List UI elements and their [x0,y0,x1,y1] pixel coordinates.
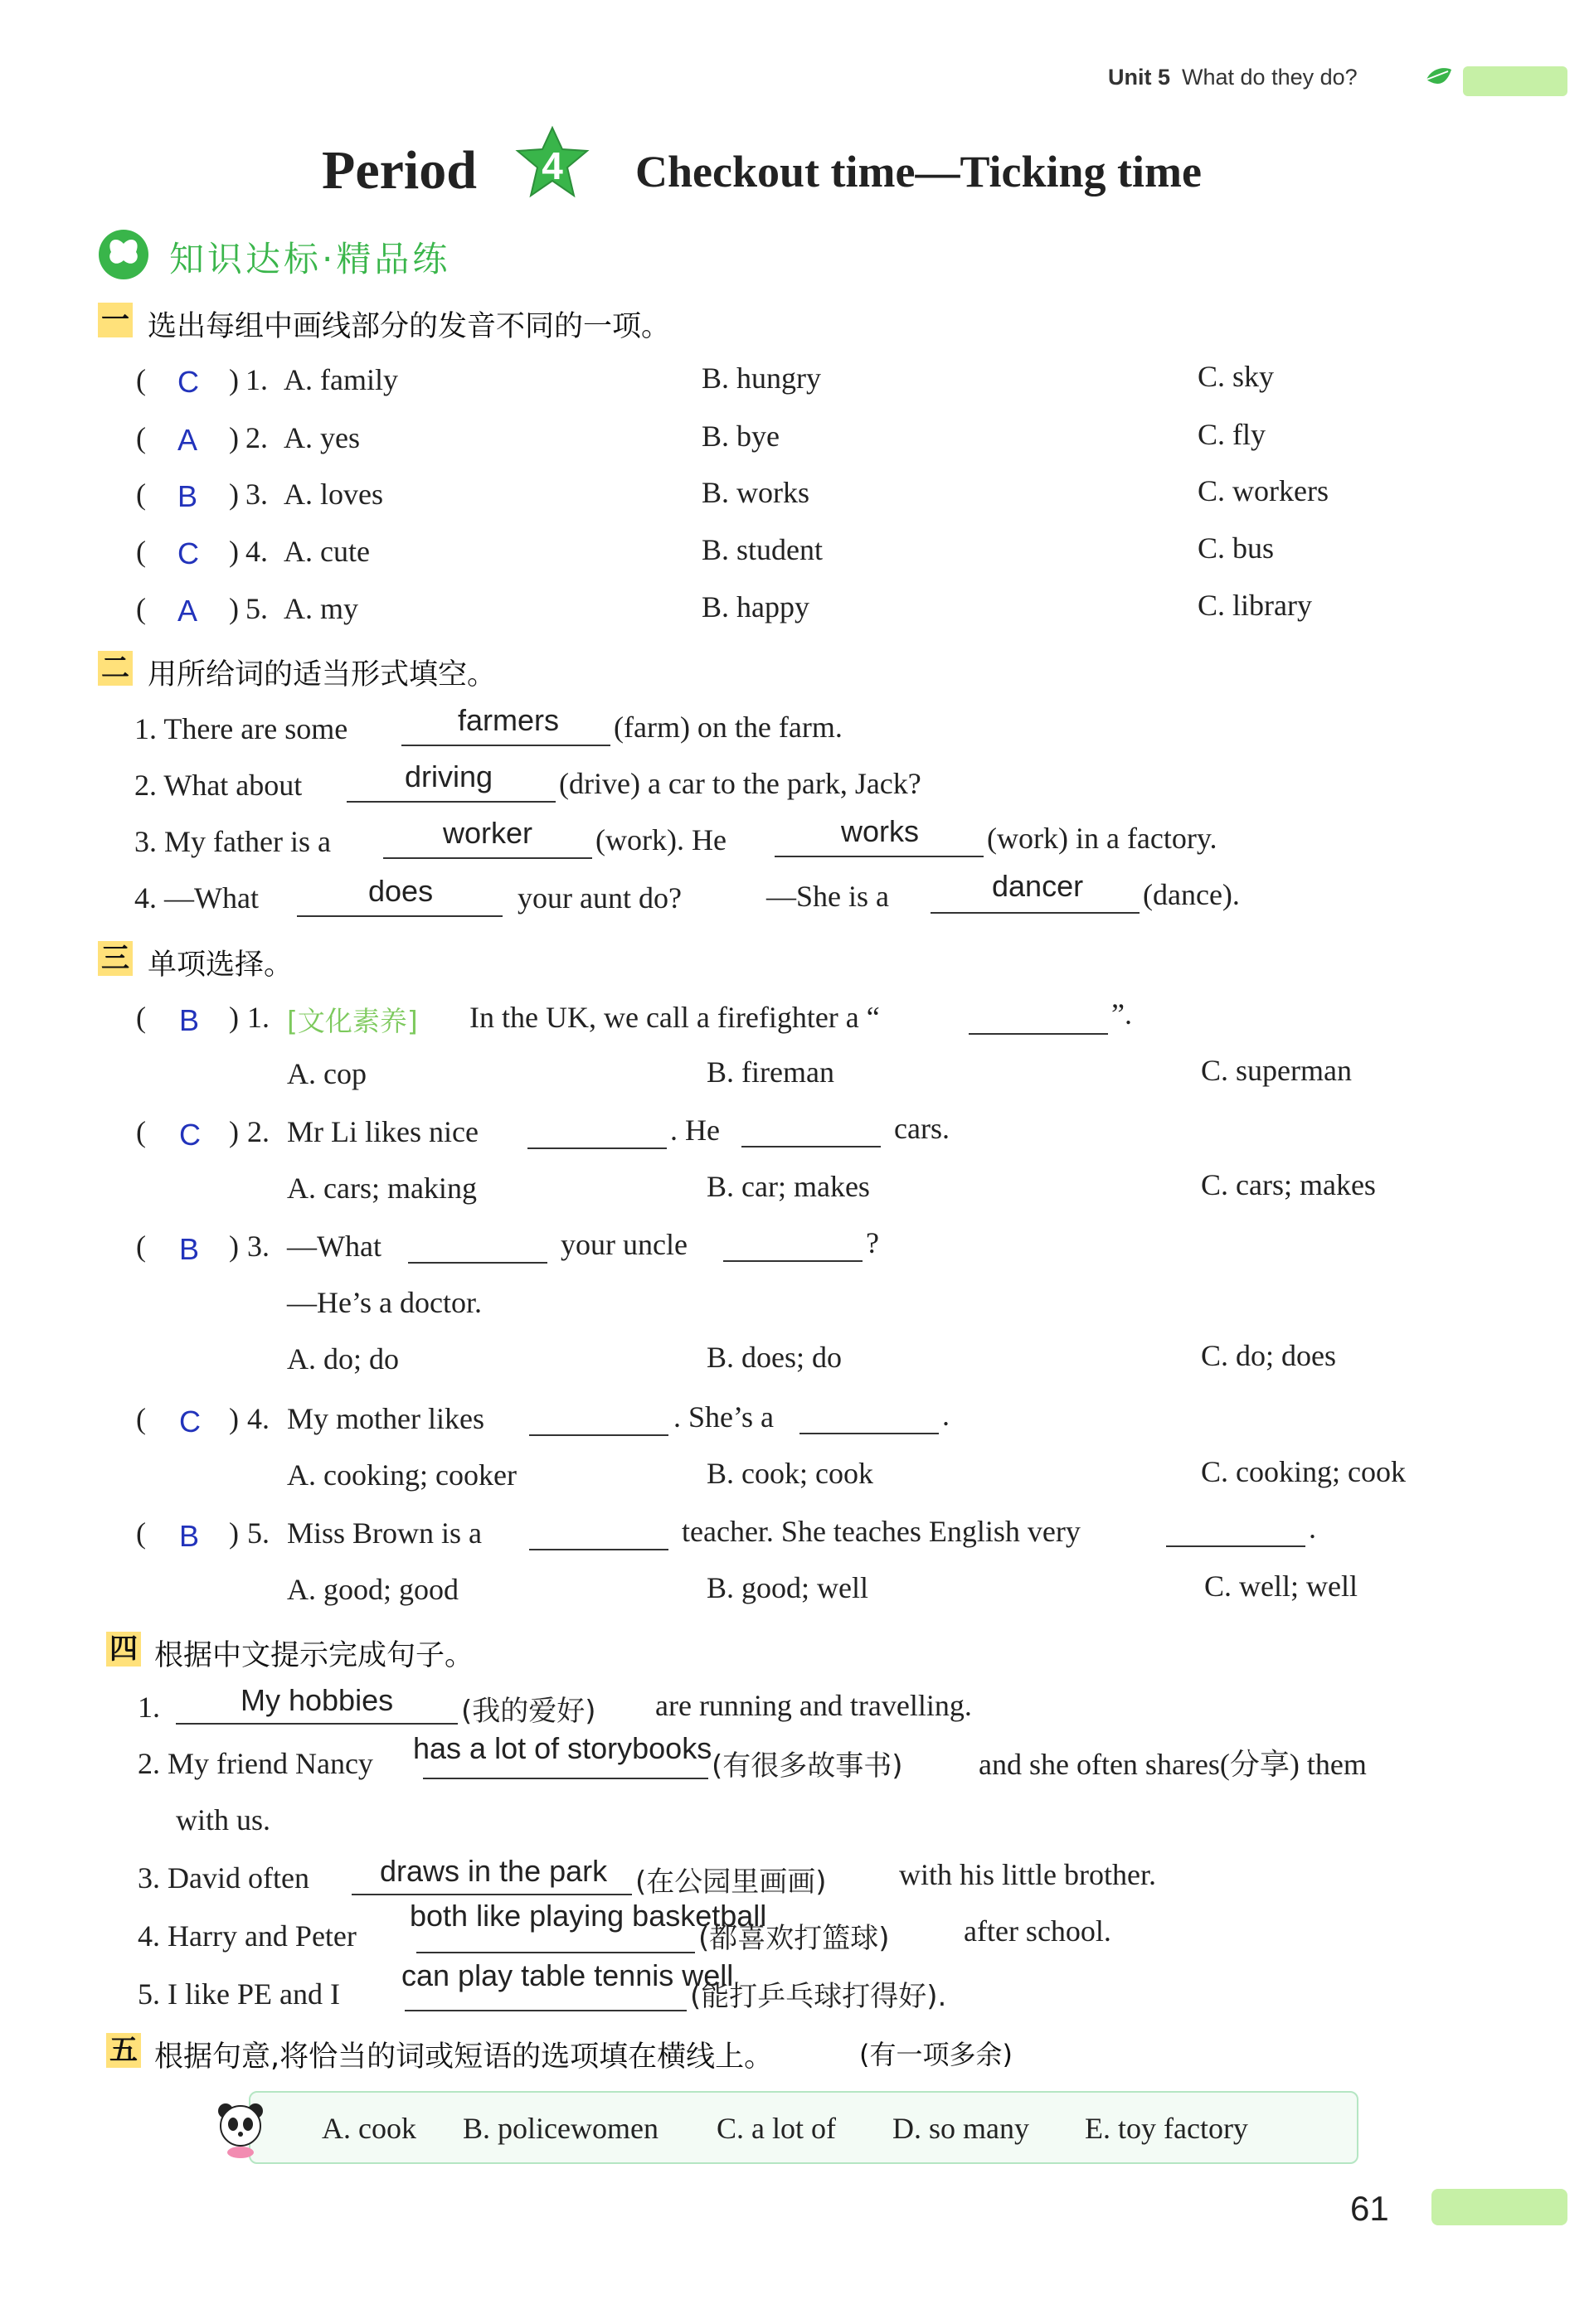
option-b: B. fireman [707,1055,834,1089]
footer-decor-bar [1431,2189,1567,2225]
s4-q3-answer: draws in the park [380,1854,608,1888]
question-number: 2. [247,1115,270,1148]
answer-letter: B [179,1232,200,1266]
option-b: B. happy [702,590,809,623]
s2-q4-mid2: —She is a [766,880,889,913]
question-number: 3. [245,478,268,511]
s2-q1-answer: farmers [458,703,560,737]
question-number: 1. [245,363,268,396]
section-4-title: 根据中文提示完成句子。 [154,1639,474,1672]
answer-letter: A [177,594,198,628]
answer-blank [741,1146,881,1147]
s2-q3-text: 3. My father is a [134,825,331,858]
option-b: B. bye [702,420,780,453]
question-number: 4. [247,1402,270,1435]
header-decor-bar [1463,66,1567,96]
answer-blank [423,1778,708,1779]
question-number: 1. [247,1001,270,1034]
section-5-note: (有一项多余) [859,2039,1013,2070]
s2-q4-text: 4. —What [134,881,259,915]
s3-q3-mid: your uncle [561,1228,688,1261]
period-subtitle: Checkout time—Ticking time [635,147,1202,196]
s2-q4-tail: (dance). [1143,878,1240,911]
question-number: 2. [245,421,268,454]
s4-q4-tail: after school. [964,1914,1111,1948]
s3-q4-tail: . [942,1399,950,1432]
section-3-badge: 三 [98,941,133,976]
s3-q1-end: ”. [1111,997,1132,1031]
s4-q2-hint: (有很多故事书) [712,1749,903,1783]
s2-q3-mid: (work). He [595,823,727,856]
word-option-b: B. policewomen [463,2112,658,2145]
word-option-c: C. a lot of [717,2112,836,2145]
section-2-badge: 二 [98,651,133,686]
s2-q2-text: 2. What about [134,769,303,802]
section-5-badge: 五 [106,2033,141,2068]
answer-letter: C [179,1405,201,1439]
answer-letter: C [179,1118,201,1152]
s4-q2-answer: has a lot of storybooks [413,1731,712,1765]
option-a: A. cars; making [287,1172,477,1205]
s4-q3-tail: with his little brother. [899,1858,1156,1891]
answer-blank [176,1723,458,1725]
s4-q2-line2: with us. [176,1803,271,1836]
word-option-e: E. toy factory [1085,2112,1248,2145]
answer-blank [347,801,556,803]
s3-q4-text: My mother likes [287,1402,484,1435]
option-b: B. student [702,533,824,566]
answer-blank [401,745,610,746]
s4-q1-num: 1. [138,1691,160,1724]
answer-blank [383,857,592,859]
s4-q2-tail: and she often shares(分享) them [979,1748,1367,1781]
period-title: Period [322,140,477,201]
s4-q4-answer: both like playing basketball [410,1899,767,1933]
question-number: 3. [247,1230,270,1263]
s3-q2-text: Mr Li likes nice [287,1115,479,1148]
question-number: 4. [245,535,268,568]
s4-q5-hint: (能打乒乓球打得好). [690,1980,947,2013]
s3-q3-text: —What [287,1230,381,1263]
s4-q1-hint: (我的爱好) [461,1695,596,1728]
option-c: C. cars; makes [1201,1168,1376,1201]
s3-q2-mid: . He [670,1113,720,1147]
s4-q1-tail: are running and travelling. [655,1689,972,1722]
answer-letter: C [177,365,199,399]
option-c: C. do; does [1201,1339,1337,1372]
option-a: A. loves [284,478,383,511]
option-c: C. cooking; cook [1201,1455,1406,1488]
word-option-a: A. cook [322,2112,416,2145]
s3-q1-text: In the UK, we call a firefighter a “ [469,1001,880,1034]
answer-blank [723,1260,863,1262]
s4-q1-answer: My hobbies [241,1683,394,1717]
s2-q3-tail: (work) in a factory. [987,822,1217,855]
answer-letter: A [177,423,198,457]
option-c: C. sky [1198,360,1275,393]
s4-q3-text: 3. David often [138,1861,309,1895]
s2-q4-answer-1: does [368,874,434,908]
s4-q2-text: 2. My friend Nancy [138,1747,373,1780]
option-c: C. well; well [1204,1570,1358,1603]
answer-blank [527,1147,667,1149]
s4-q5-text: 5. I like PE and I [138,1977,340,2011]
option-c: C. fly [1198,418,1266,451]
question-number: 5. [245,592,268,625]
section-5-title: 根据句意,将恰当的词或短语的选项填在横线上。 [154,2040,774,2074]
panda-icon [211,2098,272,2159]
section-4-badge: 四 [106,1632,141,1667]
answer-blank [416,1952,695,1953]
s3-q5-mid: teacher. She teaches English very [682,1515,1081,1548]
option-c: C. bus [1198,531,1275,565]
s3-q3-reply: —He’s a doctor. [287,1286,482,1319]
culture-tag: [文化素养] [287,1005,418,1037]
answer-blank [1166,1545,1305,1547]
option-c: C. workers [1198,474,1329,507]
answer-letter: B [179,1003,200,1037]
leaf-icon [1423,65,1455,95]
answer-blank [529,1434,668,1436]
option-b: B. cook; cook [707,1457,873,1490]
option-a: A. cooking; cooker [287,1458,517,1492]
s4-q4-hint: (都喜欢打篮球) [698,1922,890,1955]
question-number: 5. [247,1516,270,1550]
s4-q5-answer: can play table tennis well [401,1958,734,1992]
answer-blank [529,1549,668,1550]
s2-q3-answer-2: works [841,814,920,848]
s3-q2-tail: cars. [894,1112,950,1145]
answer-blank [405,2010,687,2011]
section-3-title: 单项选择。 [148,949,294,982]
s2-q1-text: 1. There are some [134,712,348,745]
word-option-d: D. so many [892,2112,1029,2145]
option-a: A. yes [284,421,360,454]
s3-q4-mid: . She’s a [673,1400,774,1434]
option-b: B. works [702,476,810,509]
section-2-title: 用所给词的适当形式填空。 [148,658,497,691]
s3-q5-tail: . [1309,1511,1316,1545]
s2-q2-tail: (drive) a car to the park, Jack? [559,767,921,800]
unit-number: Unit 5 [1108,65,1171,90]
s3-q3-tail: ? [866,1226,879,1259]
butterfly-icon [98,229,149,280]
answer-blank [297,915,503,917]
answer-letter: C [177,536,199,570]
answer-blank [408,1262,547,1264]
period-number-badge [513,124,592,204]
option-b: B. good; well [707,1571,868,1604]
option-c: C. library [1198,589,1312,622]
option-a: A. cop [287,1057,367,1090]
section-1-title: 选出每组中画线部分的发音不同的一项。 [148,310,671,343]
s2-q2-answer: driving [405,759,493,793]
answer-letter: B [177,479,198,513]
s4-q3-hint: (在公园里画画) [635,1866,827,1899]
answer-blank [352,1894,632,1895]
s2-q1-tail: (farm) on the farm. [614,711,843,744]
option-b: B. does; do [707,1341,843,1374]
option-b: B. car; makes [707,1170,870,1203]
knowledge-heading: 知识达标·精品练 [169,239,451,279]
answer-letter: B [179,1519,200,1553]
option-a: A. cute [284,535,370,568]
option-c: C. superman [1201,1054,1352,1087]
unit-title: What do they do? [1182,65,1358,90]
option-a: A. do; do [287,1342,399,1375]
s2-q4-answer-2: dancer [992,869,1084,903]
answer-blank [775,856,984,857]
option-a: A. family [284,363,398,396]
s3-q5-text: Miss Brown is a [287,1516,483,1550]
option-a: A. good; good [287,1573,459,1606]
answer-blank [931,912,1140,914]
option-a: A. my [284,592,358,625]
s2-q3-answer-1: worker [443,816,533,850]
answer-blank [799,1433,939,1434]
unit-label [1108,65,1358,90]
s2-q4-mid: your aunt do? [518,881,682,915]
answer-blank [969,1033,1108,1035]
period-number: 4 [542,144,563,187]
option-b: B. hungry [702,361,821,395]
page-number: 61 [1350,2189,1389,2228]
section-1-badge: 一 [98,303,133,337]
s4-q4-text: 4. Harry and Peter [138,1919,357,1953]
